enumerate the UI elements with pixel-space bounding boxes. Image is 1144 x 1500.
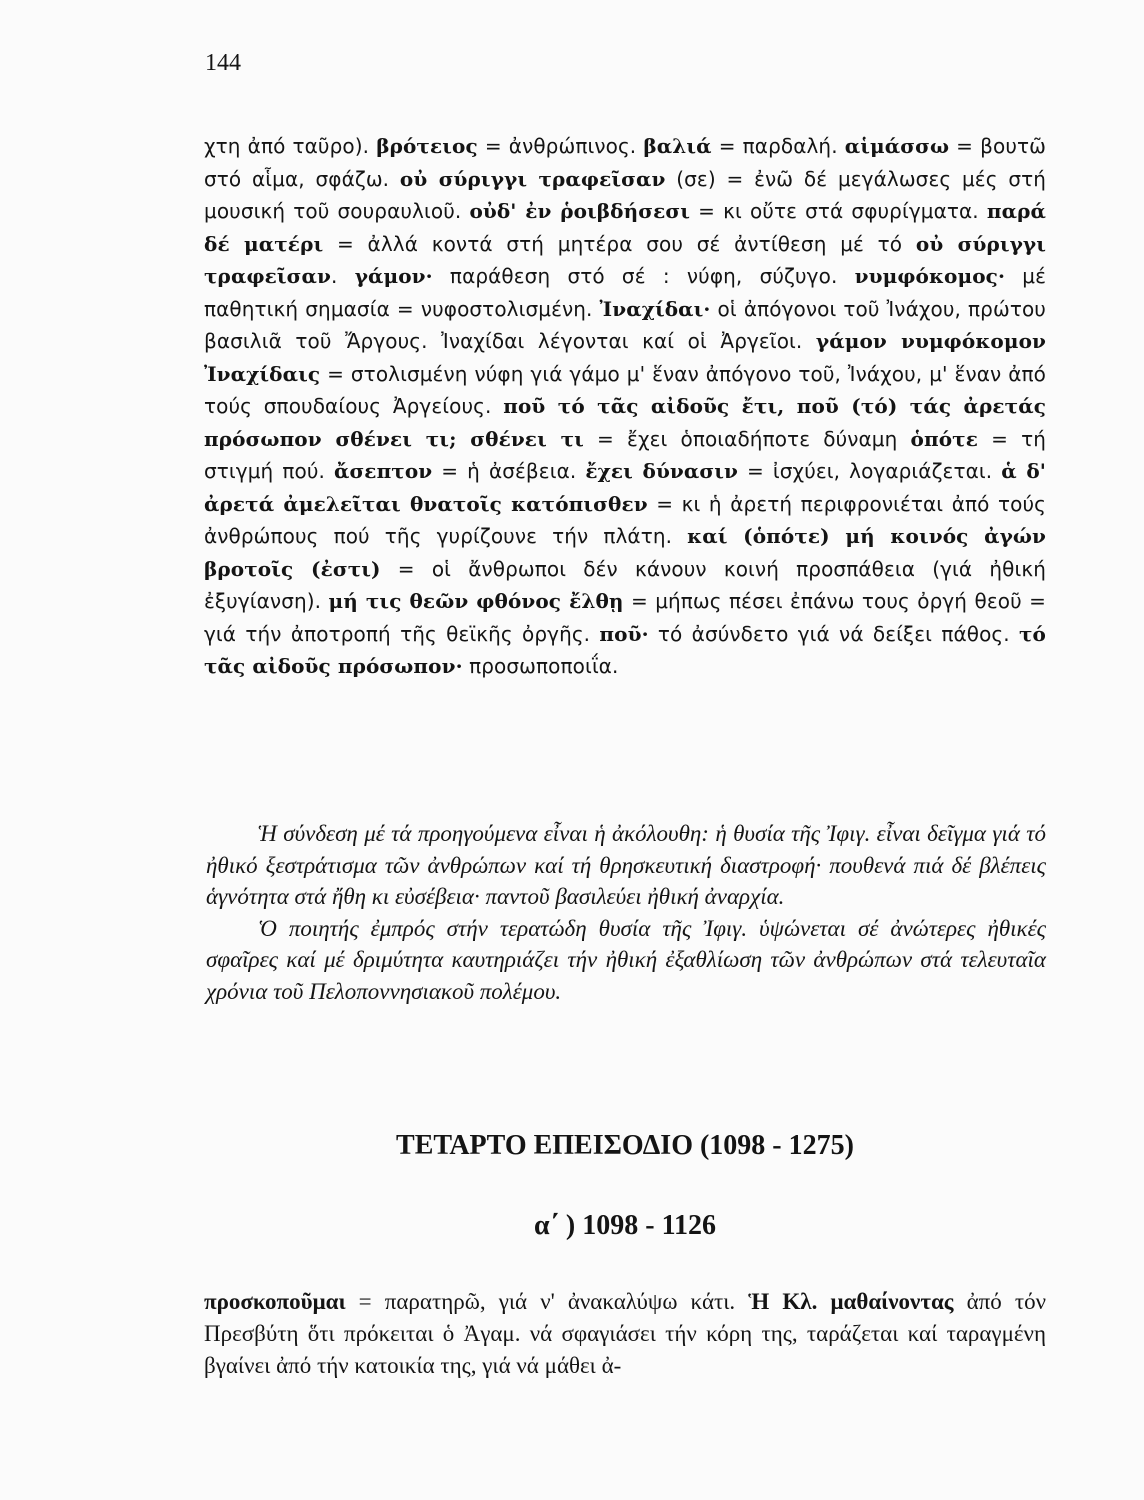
- gloss-text: (σε) = ἐνῶ δέ μεγάλωσες μές στή μουσική τοῦ σουραυλιοῦ.: [204, 166, 1047, 223]
- gloss-text: = ἡ ἀσέβεια.: [432, 459, 586, 483]
- lemma-term: ἔχει δύνασιν: [585, 459, 739, 483]
- gloss-text: = μήπως πέσει ἐπάνω τους ὀργή θεοῦ = γιά τήν ἀποτροπή τῆς θεϊκῆς ὀργῆς.: [204, 589, 1046, 646]
- lemma-term: ἄσεπτον: [333, 459, 433, 483]
- subsection-heading: α΄ ) 1098 - 1126: [533, 1210, 717, 1241]
- gloss-text: = στολισμένη νύφη γιά γάμο μ' ἕναν ἀπόγονο τοῦ, Ἰνάχου, μ' ἕναν ἀπό τούς σπουδαίους Ἀργείους.: [204, 361, 1046, 418]
- lemma-term: νυμφόκομος·: [854, 264, 1006, 288]
- gloss-text: = ἔχει ὁποιαδήποτε δύναμη: [583, 426, 911, 451]
- lemma-term: Ἰναχίδαι·: [599, 296, 711, 321]
- lemma-term: Ἡ Κλ.: [748, 1289, 818, 1314]
- gloss-text: τό ἀσύνδετο γιά νά δείξει πάθος.: [648, 621, 1019, 646]
- lemma-term: καί (ὁπότε) μή κοινός ἀγών βροτοῖς (ἐστι): [204, 524, 1046, 581]
- lemma-term: ἁ δ' ἀρετά ἀμελεῖται θνατοῖς κατόπισθεν: [204, 459, 1047, 516]
- section-heading: ΤΕΤΑΡΤΟ ΕΠΕΙΣΟΔΙΟ (1098 - 1275): [396, 1130, 854, 1161]
- lemma-term: προσκοποῦμαι: [204, 1289, 346, 1314]
- gloss-text: μέ παθητική σημασία = νυφοστολισμένη.: [204, 264, 1046, 321]
- lemma-term: μαθαίνοντας: [830, 1289, 954, 1314]
- gloss-text: = ἀνθρώπινος.: [477, 134, 644, 158]
- gloss-text: = βουτῶ στό αἷμα, σφάζω.: [204, 134, 1046, 191]
- gloss-text: .: [331, 264, 355, 288]
- lemma-term: αἱμάσσω: [844, 134, 950, 158]
- commentary-paragraph: [204, 130, 1046, 683]
- gloss-text: χτη ἀπό ταῦρο).: [204, 134, 377, 158]
- gloss-text: = κι ἡ ἀρετή περιφρονιέται ἀπό τούς ἀνθρώπους πού τῆς γυρίζουνε τήν πλάτη.: [204, 491, 1046, 548]
- gloss-text: = παρδαλή.: [711, 134, 845, 158]
- gloss-text: = ἀλλά κοντά στή μητέρα σου σέ ἀντίθεση μέ τό: [323, 231, 916, 256]
- gloss-text: [817, 1289, 830, 1314]
- lemma-term: οὐδ' ἐν ῥοιβδήσεσι: [469, 199, 690, 223]
- gloss-text: = οἱ ἄνθρωποι δέν κάνουν κοινή προσπάθεια (γιά ἠθική ἐξυγίανση).: [204, 556, 1046, 613]
- summary-paragraph: Ἡ σύνδεση μέ τά προηγούμενα εἶναι ἡ ἀκόλουθη: ἡ θυσία τῆς Ἰφιγ. εἶναι δεῖγμα γιά τό ἠθικό ξεστράτισμα τῶν ἀνθρώπων καί τή θρησκευτική διαστροφή· πουθενά πιά δέ βλέπεις ἁγνότητα στά ἤθη κι εὐσέβεια· παντοῦ βασιλεύει ἠθική ἀναρχία.: [206, 821, 1046, 909]
- lemma-term: ὁπότε: [910, 426, 978, 451]
- lemma-term: γάμον νυμφόκομον Ἰναχίδαις: [204, 329, 1047, 386]
- lemma-term: ποῦ τό τᾶς αἰδοῦς ἔτι, ποῦ (τό) τάς ἀρετάς πρόσωπον σθένει τι; σθένει τι: [204, 394, 1046, 451]
- summary-paragraph: Ὁ ποιητής ἐμπρός στήν τερατώδη θυσία τῆς Ἰφιγ. ὑψώνεται σέ ἀνώτερες ἠθικές σφαῖρες καί μέ δριμύτητα καυτηριάζει τήν ἠθική ἐξαθλίωση τῶν ἀνθρώπων στά τελευταῖα χρόνια τοῦ Πελοποννησιακοῦ πολέμου.: [206, 915, 1046, 1004]
- lemma-term: παρά δέ ματέρι: [204, 199, 1047, 256]
- gloss-text: προσωποποιΐα.: [462, 654, 619, 678]
- lemma-term: οὐ σύριγγι τραφεῖσαν: [204, 231, 1047, 288]
- lemma-term: βαλιά: [643, 134, 712, 158]
- lemma-term: ποῦ·: [599, 621, 649, 646]
- gloss-text: ἀπό τόν Πρεσβύτη ὅτι πρόκειται ὁ Ἀγαμ. νά σφαγιάσει τήν κόρη της, ταράζεται καί ταραγμένη βγαίνει ἀπό τήν κατοικία της, γιά νά μάθει ἀ-: [204, 1289, 1047, 1378]
- page-number: 144: [205, 50, 241, 76]
- lemma-term: τό τᾶς αἰδοῦς πρόσωπον·: [204, 621, 1046, 678]
- lemma-term: μή τις θεῶν φθόνος ἔλθῃ: [328, 589, 624, 613]
- gloss-text: οἱ ἀπόγονοι τοῦ Ἰνάχου, πρώτου βασιλιᾶ τοῦ Ἄργους. Ἰναχίδαι λέγονται καί οἱ Ἀργεῖοι.: [204, 296, 1046, 353]
- gloss-text: = τή στιγμή πού.: [204, 426, 1046, 483]
- lemma-term: γάμον·: [354, 264, 433, 288]
- gloss-text: = παρατηρῶ, γιά ν' ἀνακαλύψω κάτι.: [345, 1289, 749, 1314]
- lemma-term: βρότειος: [376, 134, 478, 158]
- gloss-text: = κι οὔτε στά σφυρίγματα.: [690, 199, 987, 223]
- gloss-text: παράθεση στό σέ : νύφη, σύζυγο.: [432, 264, 855, 288]
- gloss-text: = ἰσχύει, λογαριάζεται.: [738, 459, 1002, 483]
- summary-block: [206, 818, 1046, 1007]
- lemma-term: οὐ σύριγγι τραφεῖσαν: [399, 166, 666, 191]
- body-paragraph: [204, 1286, 1046, 1382]
